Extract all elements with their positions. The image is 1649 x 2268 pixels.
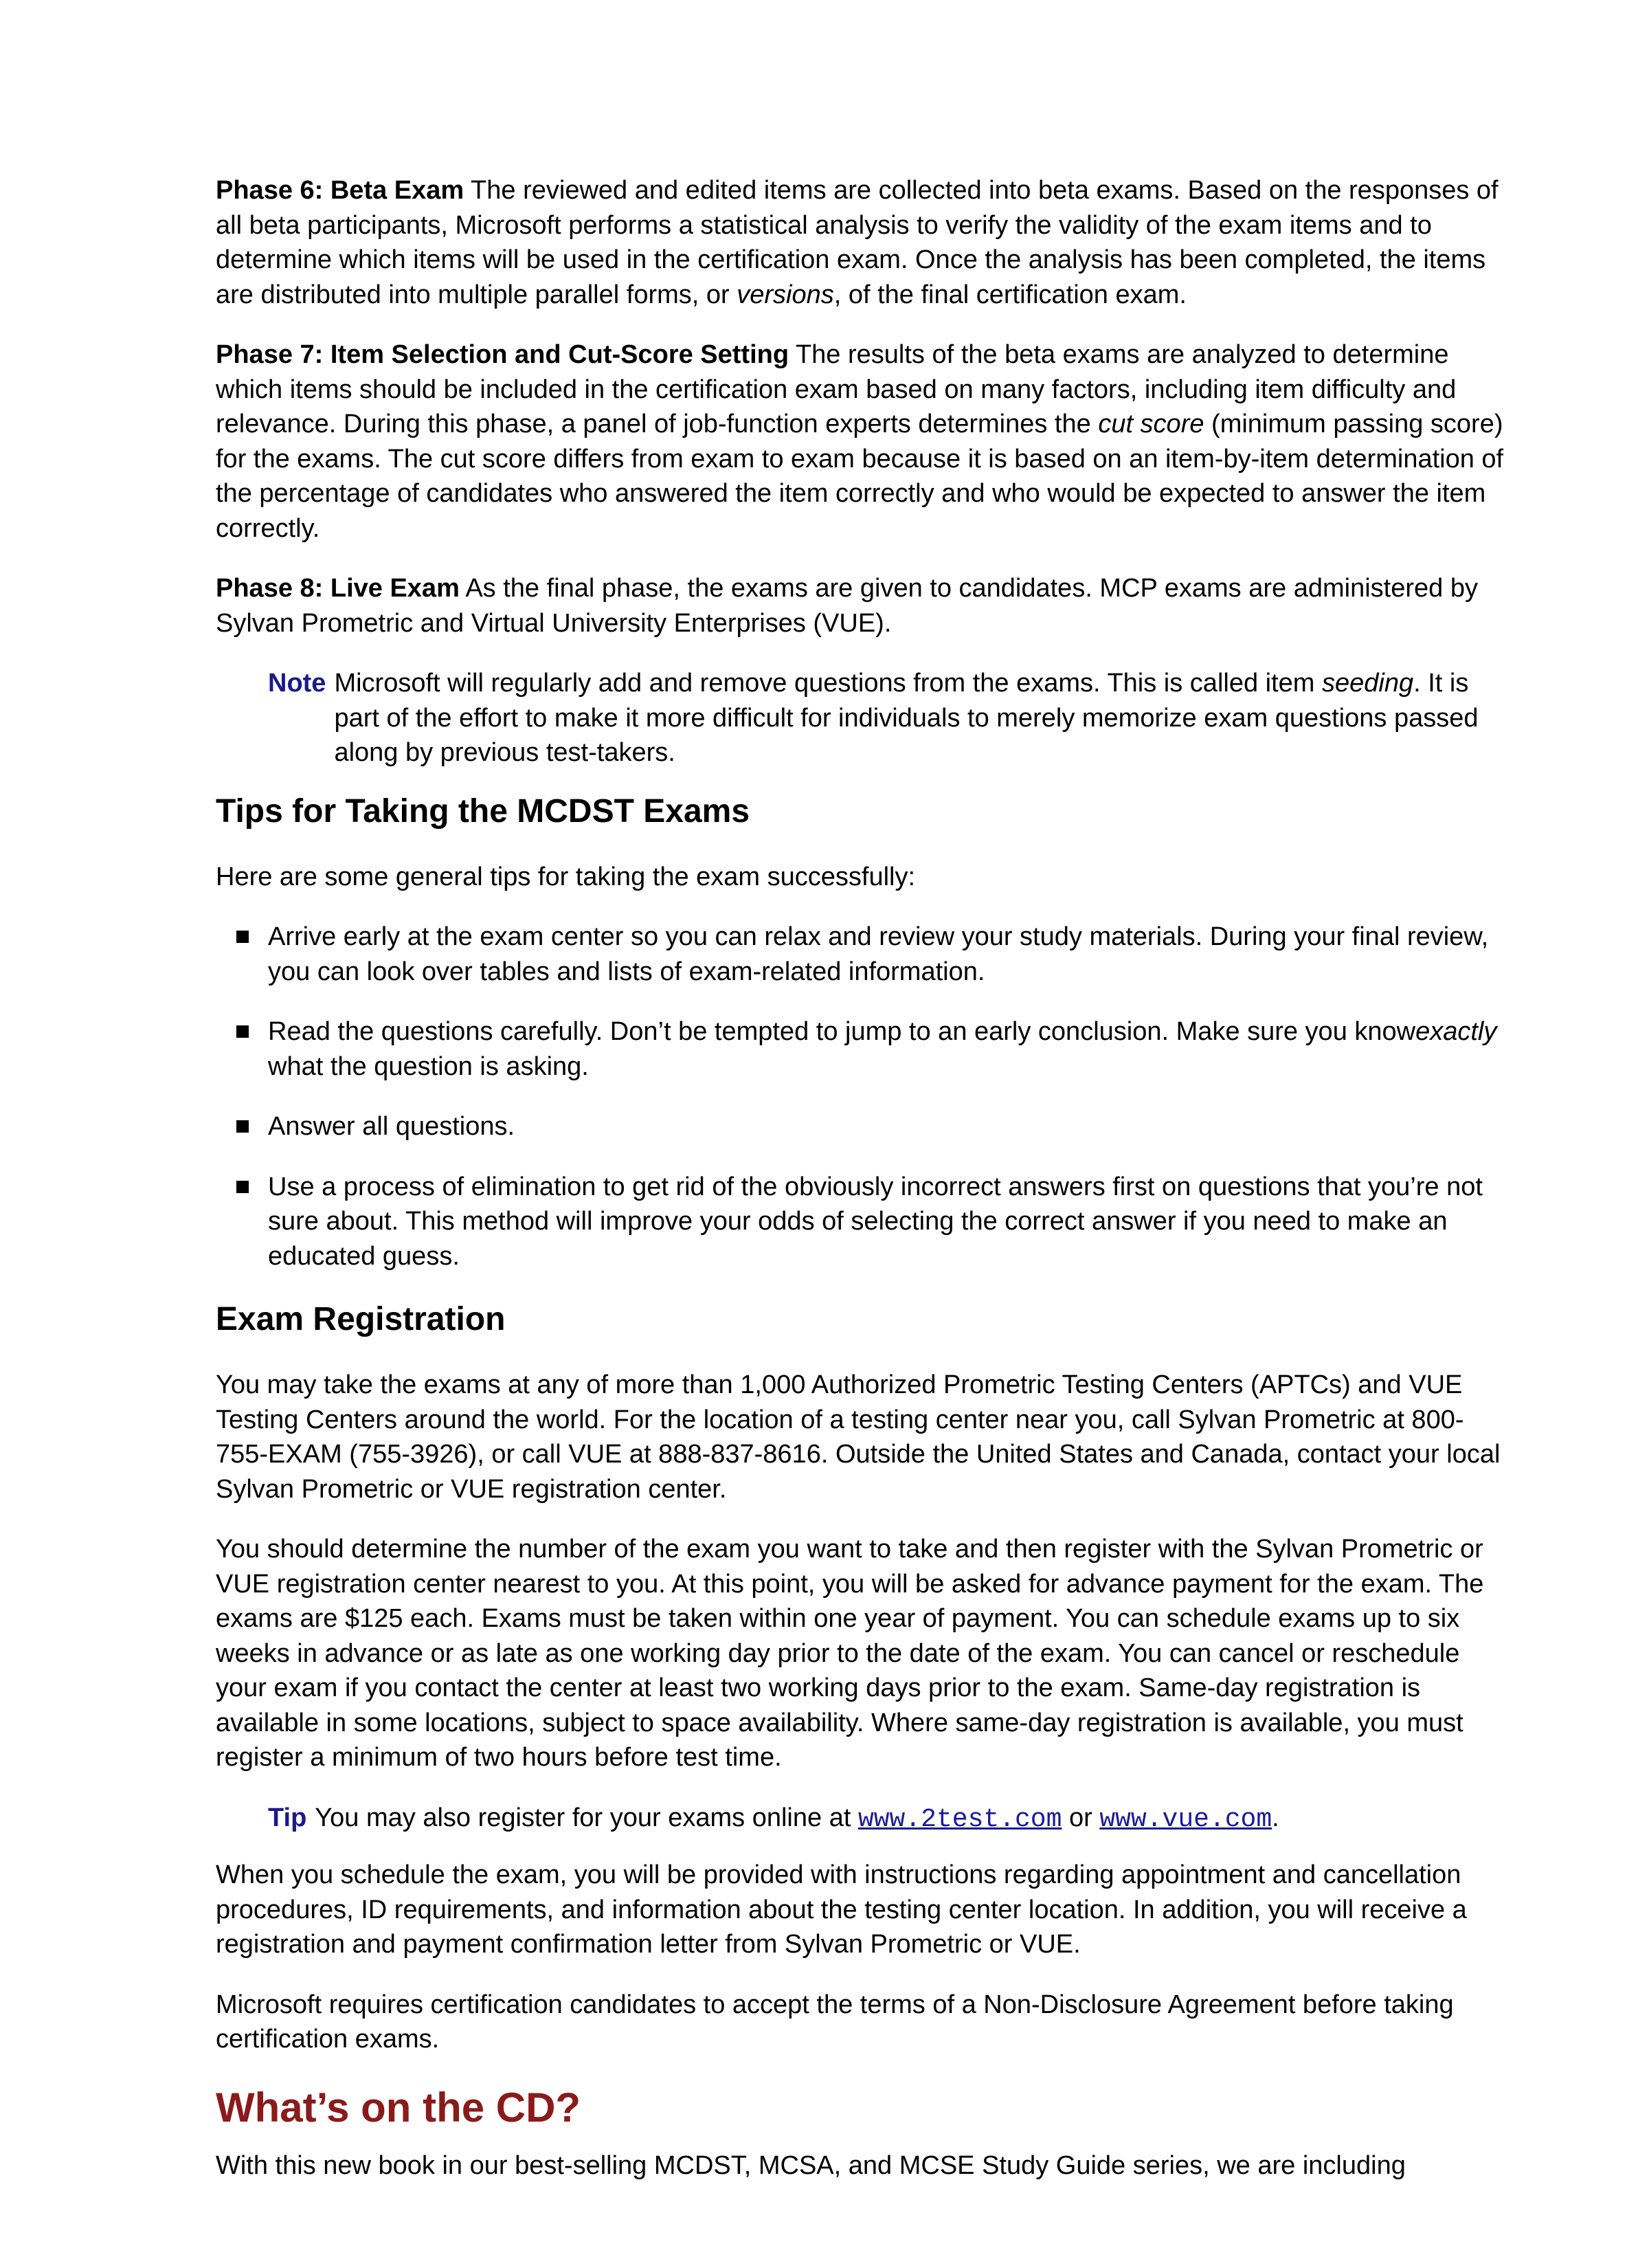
list-item	[216, 1014, 1507, 1084]
page-content	[216, 173, 1507, 2183]
bullet-icon	[236, 1025, 249, 1038]
tip-text: Use a process of elimination to get rid of the obviously incorrect answers first on questions that you’re not sure about. This method will improve your odds of selecting the correct answer if you need to make an educated guess.	[268, 1172, 1483, 1271]
bullet-icon	[236, 931, 249, 943]
tip-text: Arrive early at the exam center so you can relax and review your study materials. During your final review, you can look over tables and lists of exam-related information.	[268, 922, 1489, 986]
note-text-start: Microsoft will regularly add and remove questions from the exams. This is called item	[334, 669, 1322, 698]
registration-paragraph-1: You may take the exams at any of more than 1,000 Authorized Prometric Testing Centers (APTCs) and VUE Testing Centers around the world. For the location of a testing center near you, call Sylvan Prometric at 800-755-EXAM (755-3926), or call VUE at 888-837-8616. Outside the United States and Canada, contact your local Sylvan Prometric or VUE registration center.	[216, 1370, 1501, 1504]
phase7-text: The results of the beta exams are analyzed to determine which items should be included in the certification exam based on many factors, including item difficulty and relevance. During this phase, a panel of job-function experts determines the	[216, 340, 1457, 438]
note-callout	[268, 666, 1507, 770]
link-vue[interactable]: www.vue.com	[1099, 1804, 1272, 1834]
phase6-text-end: , of the final certification exam.	[833, 280, 1187, 309]
note-emphasis: seeding	[1322, 669, 1414, 698]
registration-paragraph-3: When you schedule the exam, you will be provided with instructions regarding appointment and cancellation procedures, ID requirements, and information about the testing center location. In addition, you will receive a registration and payment confirmation letter from Sylvan Prometric or VUE.	[216, 1860, 1467, 1959]
bullet-icon	[236, 1120, 249, 1133]
phase6-text: The reviewed and edited items are collected into beta exams. Based on the responses of all beta participants, Microsoft performs a statistical analysis to verify the validity of the exam items and to determine which items will be used in the certification exam. Once the analysis has been completed, the items are distributed into multiple parallel forms, or	[216, 176, 1499, 309]
list-item	[216, 920, 1507, 989]
tip-text: Answer all questions.	[268, 1112, 515, 1141]
cd-heading: What’s on the CD?	[216, 2084, 581, 2131]
phase6-paragraph	[216, 173, 1507, 312]
tips-list	[216, 920, 1507, 1274]
tips-heading: Tips for Taking the MCDST Exams	[216, 792, 750, 830]
phase7-title: Phase 7: Item Selection and Cut-Score Setting	[216, 340, 789, 369]
tip-end-text: .	[1272, 1803, 1279, 1832]
tip-or-text: or	[1062, 1803, 1100, 1832]
phase7-emphasis: cut score	[1098, 410, 1204, 438]
bullet-icon	[236, 1181, 249, 1193]
tip-callout-text	[315, 1801, 1279, 1838]
tip-callout	[268, 1801, 1507, 1838]
cd-paragraph: With this new book in our best-selling MCDST, MCSA, and MCSE Study Guide series, we are including	[216, 2150, 1406, 2180]
list-item	[216, 1170, 1507, 1274]
link-2test[interactable]: www.2test.com	[857, 1804, 1062, 1834]
phase8-paragraph	[216, 571, 1507, 641]
tip2-emphasis: exactly	[1415, 1017, 1497, 1046]
phase6-title: Phase 6: Beta Exam	[216, 176, 464, 205]
tip-text	[268, 1014, 1507, 1084]
phase8-title: Phase 8: Live Exam	[216, 574, 460, 603]
note-text	[334, 666, 1507, 770]
tip-callout-text-start: You may also register for your exams online at	[315, 1803, 858, 1832]
tip2-text-end: what the question is asking.	[268, 1052, 589, 1081]
registration-heading: Exam Registration	[216, 1301, 506, 1337]
registration-paragraph-4: Microsoft requires certification candidates to accept the terms of a Non-Disclosure Agreement before taking certification exams.	[216, 1990, 1454, 2054]
phase7-paragraph	[216, 337, 1507, 546]
phase7-text-end: (minimum passing score) for the exams. The cut score differs from exam to exam because it is based on an item-by-item determination of the percentage of candidates who answered the item correctly and who would be expected to answer the item correctly.	[216, 410, 1504, 543]
phase8-text: As the final phase, the exams are given to candidates. MCP exams are administered by Sylvan Prometric and Virtual University Enterprises (VUE).	[216, 574, 1478, 638]
tip2-text: Read the questions carefully. Don’t be tempted to jump to an early conclusion. Make sure you know	[268, 1017, 1416, 1046]
registration-paragraph-2: You should determine the number of the exam you want to take and then register with the Sylvan Prometric or VUE registration center nearest to you. At this point, you will be asked for advance payment for the exam. The exams are $125 each. Exams must be taken within one year of payment. You can schedule exams up to six weeks in advance or as late as one working day prior to the date of the exam. You can cancel or reschedule your exam if you contact the center at least two working days prior to the exam. Same-day registration is available in some locations, subject to space availability. Where same-day registration is available, you must register a minimum of two hours before test time.	[216, 1535, 1484, 1772]
phase6-emphasis: versions	[737, 280, 834, 309]
note-text-end: . It is part of the effort to make it more difficult for individuals to merely memorize exam questions passed along by previous test-takers.	[334, 669, 1479, 767]
note-label: Note	[268, 669, 326, 698]
tips-intro: Here are some general tips for taking the exam successfully:	[216, 862, 916, 891]
tip-label: Tip	[268, 1803, 307, 1832]
list-item	[216, 1109, 1507, 1144]
